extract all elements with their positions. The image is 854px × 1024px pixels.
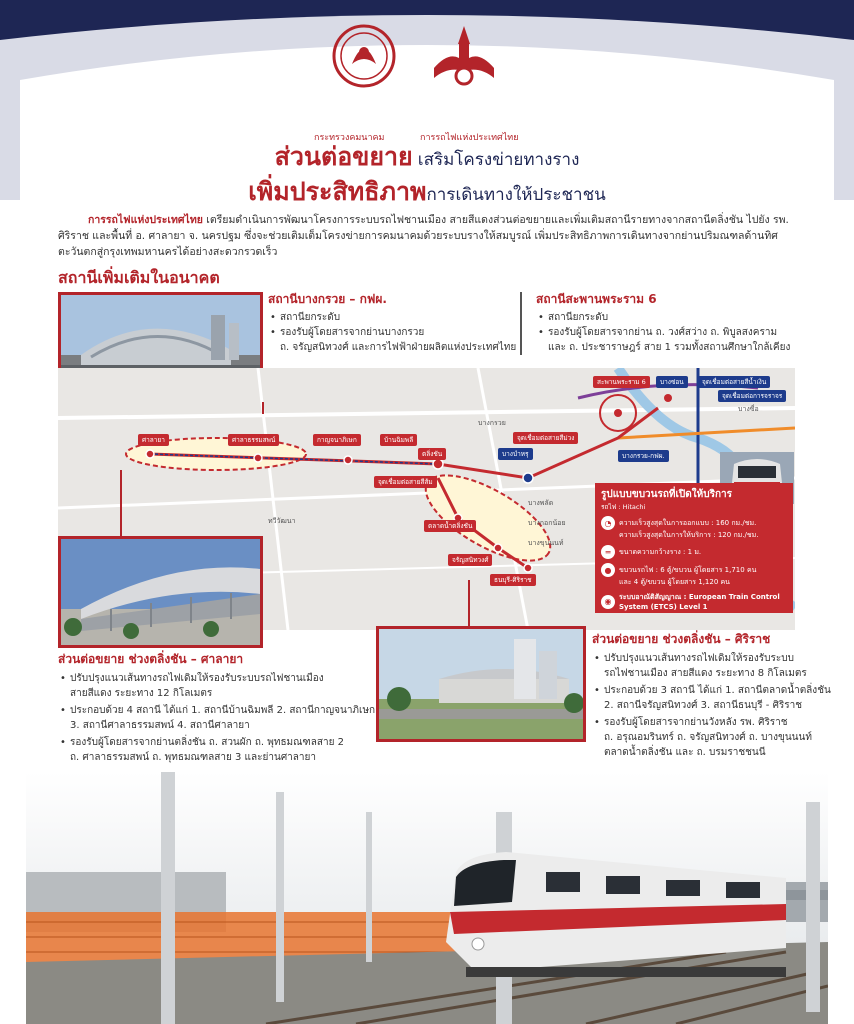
train-maker: รถไฟ : Hitachi: [601, 503, 646, 511]
map-area-label: บางกอกน้อย: [528, 519, 566, 527]
extension-salaya-title: ส่วนต่อขยาย ช่วงตลิ่งชัน – ศาลายา: [58, 652, 244, 666]
map-station-talingchan: ตลิ่งชัน: [418, 448, 446, 460]
callout-connector: [262, 402, 264, 414]
station-bangkruai-title: สถานีบางกรวย – กฟผ.: [268, 292, 387, 306]
passenger-icon: ●: [601, 563, 615, 577]
intro-org-name: การรถไฟแห่งประเทศไทย: [88, 214, 203, 226]
train-spec-title: รูปแบบขบวนรถที่เปิดให้บริการ: [601, 489, 733, 500]
extension-siriraj-bullet: • รองรับผู้โดยสารจากย่านวังหลัง รพ. ศิริราช ถ. อรุณอมรินทร์ ถ. จรัญสนิทวงศ์ ถ. บางขุนนนท์ ตลาดน้ำตลิ่งชัน และ ถ. บรมราชชนนี: [592, 715, 812, 760]
map-station-bangson: บางซ่อน: [656, 376, 688, 388]
salaya-extension-photo: [58, 536, 263, 648]
train-signal-system: ระบบอาณัติสัญญาณ : European Train Control System (ETCS) Level 1: [619, 593, 780, 611]
map-station-bangbamru: บางบำหรุ: [498, 448, 533, 460]
map-interchange-label: จุดเชื่อมต่อสายสีม่วง: [513, 432, 578, 444]
map-interchange-label: จุดเชื่อมต่อสายสีส้ม: [374, 476, 437, 488]
map-interchange-label: จุดเชื่อมต่อการจราจร: [718, 390, 786, 402]
map-interchange-label: จุดเชื่อมต่อสายสีน้ำเงิน: [698, 376, 770, 388]
headline-1-text: เสริมโครงข่ายทางราง: [417, 150, 580, 170]
station-bangkruai-bullet: • รองรับผู้โดยสารจากย่านบางกรวย: [268, 325, 518, 340]
speedometer-icon: ◔: [601, 516, 615, 530]
station-bangkruai-bullet: • สถานียกระดับ: [268, 310, 518, 325]
map-station-thonburi-siriraj: ธนบุรี-ศิริราช: [490, 574, 536, 586]
train-speed-design: ความเร็วสูงสุดในการออกแบบ : 160 กม./ชม.: [619, 518, 757, 527]
srt-caption: การรถไฟแห่งประเทศไทย: [420, 133, 519, 143]
train-spec-row: [601, 563, 787, 577]
map-station-rama6-bridge: สะพานพระราม 6: [593, 376, 650, 388]
station-rama6-sub: และ ถ. ประชาราษฎร์ สาย 1 รวมทั้งสถานศึกษาใกล้เคียง: [548, 342, 791, 353]
station-rama6-bullet: • รองรับผู้โดยสารจากย่าน ถ. วงศ์สว่าง ถ. พิบูลสงคราม: [536, 325, 810, 340]
map-station-bangkruai-egat: บางกรวย-กฟผ.: [618, 450, 669, 462]
extension-salaya-bullet: • ประกอบด้วย 4 สถานี ได้แก่ 1. สถานีบ้านฉิมพลี 2. สถานีกาญจนาภิเษก 3. สถานีศาลาธรรมสพน์ 4. สถานีศาลายา: [58, 703, 378, 733]
srt-winged-logo: [432, 24, 496, 102]
headline-line-2: [0, 172, 854, 212]
map-station-floating-market: ตลาดน้ำตลิ่งชัน: [424, 520, 476, 532]
headline-1-emphasis: ส่วนต่อขยาย: [274, 142, 413, 171]
map-station-salathammasop: ศาลาธรรมสพน์: [228, 434, 279, 446]
extension-salaya-bullet: • ปรับปรุงแนวเส้นทางรถไฟเดิมให้รองรับระบบรถไฟชานเมือง สายสีแดง ระยะทาง 12 กิโลเมตร: [58, 671, 378, 701]
ministry-caption: กระทรวงคมนาคม: [314, 133, 385, 143]
map-station-charansanitwong: จรัญสนิทวงศ์: [448, 554, 492, 566]
train-spec-row: [601, 592, 787, 611]
station-bangkruai-sub: ถ. จรัญสนิทวงศ์ และการไฟฟ้าฝ่ายผลิตแห่งประเทศไทย: [280, 342, 517, 353]
map-area-label: บางกรวย: [478, 419, 506, 427]
headline-2-text: การเดินทางให้ประชาชน: [426, 185, 606, 205]
headline-2-emphasis: เพิ่มประสิทธิภาพ: [248, 177, 427, 206]
map-area-label: บางซื่อ: [738, 405, 759, 413]
extension-salaya-info: [58, 652, 378, 767]
callout-connector: [468, 580, 470, 626]
train-speed-service: ความเร็วสูงสุดในการให้บริการ : 120 กม./ชม.: [619, 531, 759, 539]
map-area-label: ทวีวัฒนา: [268, 517, 296, 525]
extension-salaya-bullet: • รองรับผู้โดยสารจากย่านตลิ่งชัน ถ. สวนผัก ถ. พุทธมณฑลสาย 2 ถ. ศาลาธรรมสพน์ ถ. พุทธมณฑลสาย 3 และย่านศาลายา: [58, 735, 378, 765]
extension-siriraj-bullet: • ประกอบด้วย 3 สถานี ได้แก่ 1. สถานีตลาดน้ำตลิ่งชัน 2. สถานีจรัญสนิทวงศ์ 3. สถานีธนบุรี - ศิริราช: [592, 683, 812, 713]
train-spec-row: [601, 545, 787, 559]
callout-connector: [120, 470, 122, 536]
station-bangkruai-info: [268, 292, 518, 355]
rail-gauge-icon: ═: [601, 545, 615, 559]
station-rama6-bullet: • สถานียกระดับ: [536, 310, 810, 325]
map-area-label: บางพลัด: [528, 499, 554, 507]
intro-text: เตรียมดำเนินการพัฒนาโครงการระบบรถไฟชานเมือง สายสีแดงส่วนต่อขยายและเพิ่มเติมสถานีรายทางจากสถานีตลิ่งชัน ไปยัง รพ. ศิริราช และพื้นที่ อ. ศาลายา จ. นครปฐม ซึ่งจะช่วยเติมเต็มโครงข่ายการคมนาคมด้วยระบบรางให้สมบูรณ์ เพิ่มประสิทธิภาพการเดินทางจากย่านปริมณฑลด้านทิศตะวันตกสู่กรุงเทพมหานครได้อย่างสะดวกรวดเร็ว: [58, 214, 789, 258]
train-cars-6: ขบวนรถไฟ : 6 ตู้/ขบวน ผู้โดยสาร 1,710 คน: [619, 565, 757, 574]
map-station-kanchanaphisek: กาญจนาภิเษก: [313, 434, 361, 446]
train-cars-4: และ 4 ตู้/ขบวน ผู้โดยสาร 1,120 คน: [619, 578, 730, 586]
train-gauge: ขนาดความกว้างราง : 1 ม.: [619, 547, 702, 556]
red-line-train-photo: [26, 772, 828, 1024]
intro-paragraph: [58, 212, 798, 260]
future-stations-title: สถานีเพิ่มเติมในอนาคต: [58, 268, 220, 287]
train-spec-row: [601, 516, 787, 530]
headline-line-1: [0, 137, 854, 177]
station-rama6-title: สถานีสะพานพระราม 6: [536, 292, 657, 306]
extension-siriraj-info: [592, 632, 831, 762]
map-station-banchimphli: บ้านฉิมพลี: [380, 434, 417, 446]
logo-bar: [0, 24, 854, 143]
train-spec-box: [595, 483, 793, 613]
extension-siriraj-bullet: • ปรับปรุงแนวเส้นทางรถไฟเดิมให้รองรับระบบ รถไฟชานเมือง สายสีแดง ระยะทาง 8 กิโลเมตร: [592, 651, 812, 681]
extension-siriraj-title: ส่วนต่อขยาย ช่วงตลิ่งชัน – ศิริราช: [592, 632, 771, 646]
signal-icon: ◉: [601, 595, 615, 609]
siriraj-extension-photo: [376, 626, 586, 742]
station-rama6-info: [520, 292, 810, 355]
map-station-salaya: ศาลายา: [138, 434, 169, 446]
map-area-label: บางขุนนนท์: [528, 539, 564, 547]
ministry-seal-logo: [332, 24, 396, 92]
